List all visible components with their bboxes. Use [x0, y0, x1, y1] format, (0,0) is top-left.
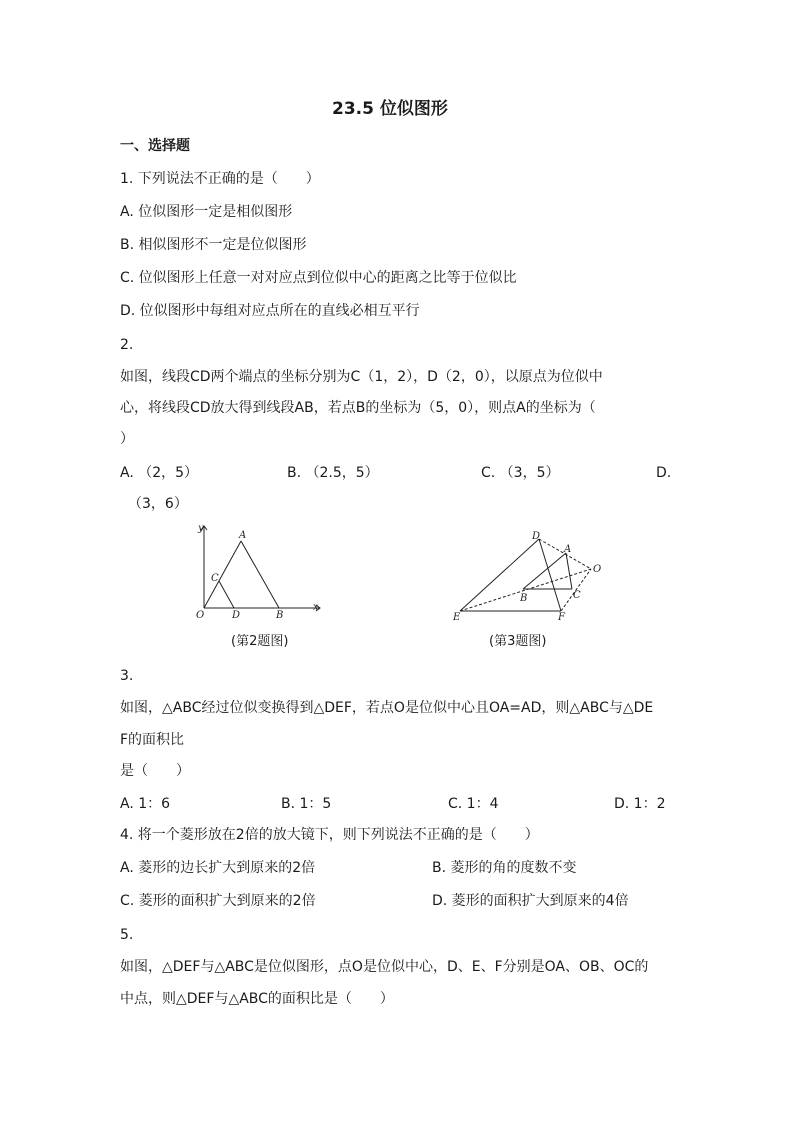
- fig2-caption: (第2题图): [231, 634, 289, 649]
- q2-option-c: C. （3，5）: [481, 465, 560, 481]
- segment-OA: [204, 541, 241, 608]
- q2-option-d-value: （3，6）: [128, 496, 188, 512]
- label-E: E: [453, 612, 461, 623]
- label-O: O: [593, 564, 602, 575]
- q1-option-c: C. 位似图形上任意一对对应点到位似中心的距离之比等于位似比: [120, 270, 517, 286]
- q3-line3: 是（ ）: [120, 763, 190, 779]
- label-D: D: [532, 531, 541, 542]
- q4-option-b: B. 菱形的角的度数不变: [432, 860, 577, 876]
- q5-line1: 如图，△DEF与△ABC是位似图形，点O是位似中心，D、E、F分别是OA、OB、OC的: [120, 959, 649, 975]
- q1-option-d: D. 位似图形中每组对应点所在的直线必相互平行: [120, 303, 420, 319]
- q4-option-c: C. 菱形的面积扩大到原来的2倍: [120, 893, 316, 909]
- q3-option-c: C. 1：4: [448, 796, 499, 812]
- label-B: B: [276, 610, 284, 621]
- q2-number: 2.: [120, 337, 134, 353]
- section-heading: 一、选择题: [120, 138, 190, 154]
- q1-stem: 1. 下列说法不正确的是（ ）: [120, 171, 320, 187]
- q4-stem: 4. 将一个菱形放在2倍的放大镜下，则下列说法不正确的是（ ）: [120, 827, 539, 843]
- segment-AC: [566, 553, 572, 589]
- label-A: A: [239, 530, 247, 541]
- q1-option-b: B. 相似图形不一定是位似图形: [120, 237, 307, 253]
- label-A: A: [564, 544, 572, 555]
- label-C: C: [211, 573, 219, 584]
- q3-line2: F的面积比: [120, 732, 185, 748]
- fig3-caption: (第3题图): [489, 634, 547, 649]
- q2-line2: 心，将线段CD放大得到线段AB，若点B的坐标为（5，0），则点A的坐标为（: [120, 400, 596, 416]
- dashed-EO: [460, 569, 591, 611]
- q3-option-b: B. 1：5: [281, 796, 332, 812]
- label-B: B: [520, 593, 528, 604]
- q4-option-a: A. 菱形的边长扩大到原来的2倍: [120, 860, 316, 876]
- label-C: C: [573, 590, 581, 601]
- page-title: 23.5 位似图形: [332, 99, 448, 119]
- label-x: x: [313, 602, 319, 613]
- label-y: y: [198, 523, 204, 534]
- q4-option-d: D. 菱形的面积扩大到原来的4倍: [432, 893, 629, 909]
- label-F: F: [558, 612, 565, 623]
- q2-option-b: B. （2.5，5）: [287, 465, 379, 481]
- segment-AB: [241, 541, 279, 608]
- label-D: D: [232, 610, 241, 621]
- q3-option-d: D. 1：2: [614, 796, 666, 812]
- q5-line2: 中点，则△DEF与△ABC的面积比是（ ）: [120, 991, 394, 1007]
- q2-option-a: A. （2，5）: [120, 465, 199, 481]
- q5-number: 5.: [120, 927, 134, 943]
- figure-q2: [190, 520, 330, 630]
- q2-line3: ）: [120, 431, 134, 447]
- q2-option-d-label: D.: [656, 465, 672, 481]
- label-O: O: [196, 610, 205, 621]
- q3-line1: 如图，△ABC经过位似变换得到△DEF，若点O是位似中心且OA=AD，则△ABC与△DE: [120, 700, 654, 716]
- q3-number: 3.: [120, 668, 134, 684]
- q2-line1: 如图，线段CD两个端点的坐标分别为C（1，2），D（2，0），以原点为位似中: [120, 369, 603, 385]
- q3-option-a: A. 1：6: [120, 796, 171, 812]
- segment-CD: [219, 581, 234, 608]
- figure-q3: [448, 527, 608, 627]
- q1-option-a: A. 位似图形一定是相似图形: [120, 204, 293, 220]
